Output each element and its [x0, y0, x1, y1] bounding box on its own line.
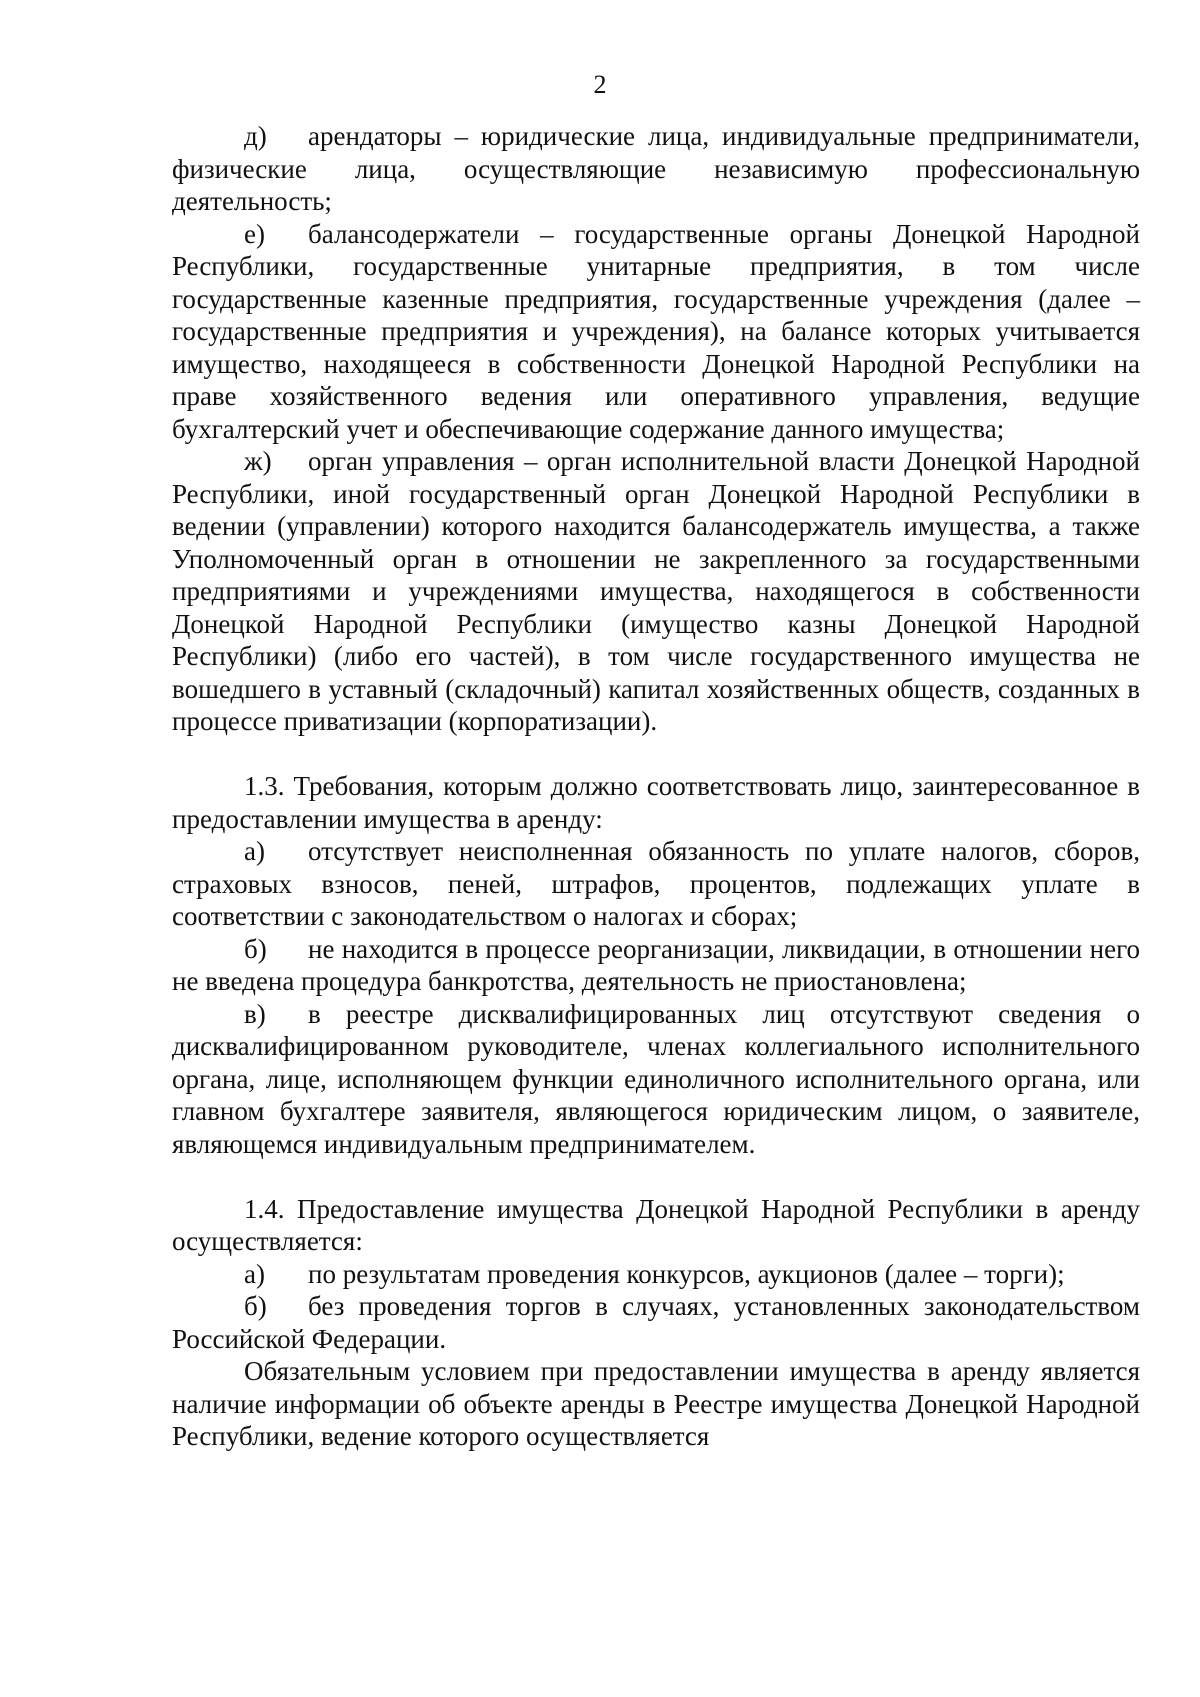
item-marker: а) — [244, 836, 265, 866]
item-text: балансодержатели – государственные органы Донецкой Народной Республики, государственные унитарные предприятия, в том числе государственные казенные предприятия, государственные учреждения (далее – государственные предприятия и учреждения), на балансе которых учитывается имущество, находящееся в собственности Донецкой Народной Республики на праве хозяйственного ведения или оперативного управления, ведущие бухгалтерский учет и обеспечивающие содержание данного имущества; — [172, 218, 1140, 444]
item-text: в реестре дисквалифицированных лиц отсутствуют сведения о дисквалифицированном руководителе, членах коллегиального исполнительного органа, лице, исполняющем функции единоличного исполнительного органа, или главном бухгалтере заявителя, являющегося юридическим лицом, о заявителе, являющемся индивидуальным предпринимателем. — [172, 998, 1140, 1159]
item-text: орган управления – орган исполнительной власти Донецкой Народной Республики, иной государственный орган Донецкой Народной Республики в ведении (управлении) которого находится балансодержатель имущества, а также Уполномоченный орган в отношении не закрепленного за государственными предприятиями и учреждениями имущества, находящегося в собственности Донецкой Народной Республики (имущество казны Донецкой Народной Республики) (либо его частей), в том числе государственного имущества не вошедшего в уставный (складочный) капитал хозяйственных обществ, созданных в процессе приватизации (корпоратизации). — [172, 446, 1140, 736]
page-number: 2 — [593, 70, 607, 99]
item-1-3-a — [172, 835, 1140, 933]
document-body — [172, 120, 1140, 1453]
final-paragraph: Обязательным условием при предоставлении имущества в аренду является наличие информации об объекте аренды в Реестре имущества Донецкой Народной Республики, ведение которого осуществляется — [172, 1356, 1140, 1451]
item-text: отсутствует неисполненная обязанность по уплате налогов, сборов, страховых взносов, пеней, штрафов, процентов, подлежащих уплате в соответствии с законодательством о налогах и сборах; — [172, 836, 1140, 931]
item-text: арендаторы – юридические лица, индивидуальные предприниматели, физические лица, осуществляющие независимую профессиональную деятельность; — [172, 121, 1140, 216]
item-marker: д) — [244, 121, 267, 151]
item-1-4-b — [172, 1290, 1140, 1355]
item-d — [172, 120, 1140, 218]
item-e — [172, 218, 1140, 446]
item-marker: ж) — [244, 446, 272, 476]
item-1-3-v — [172, 998, 1140, 1161]
section-1-3: 1.3. Требования, которым должно соответствовать лицо, заинтересованное в предоставлении имущества в аренду: — [172, 771, 1140, 834]
item-marker: б) — [244, 933, 267, 964]
section-1-4: 1.4. Предоставление имущества Донецкой Народной Республики в аренду осуществляется: — [172, 1193, 1140, 1256]
paragraph-spacer — [172, 738, 1140, 771]
item-1-3-b — [172, 933, 1140, 998]
item-marker: е) — [244, 218, 265, 249]
item-text: без проведения торгов в случаях, установленных законодательством Российской Федерации. — [172, 1291, 1140, 1354]
paragraph-spacer — [172, 1160, 1140, 1193]
item-text: не находится в процессе реорганизации, ликвидации, в отношении него не введена процедура банкротства, деятельность не приостановлена; — [172, 933, 1140, 996]
item-marker: в) — [244, 998, 266, 1029]
item-marker: б) — [244, 1291, 267, 1321]
item-1-4-a — [172, 1258, 1140, 1291]
item-text: по результатам проведения конкурсов, аукционов (далее – торги); — [308, 1258, 1065, 1289]
item-zh — [172, 445, 1140, 738]
item-marker: а) — [244, 1258, 265, 1289]
